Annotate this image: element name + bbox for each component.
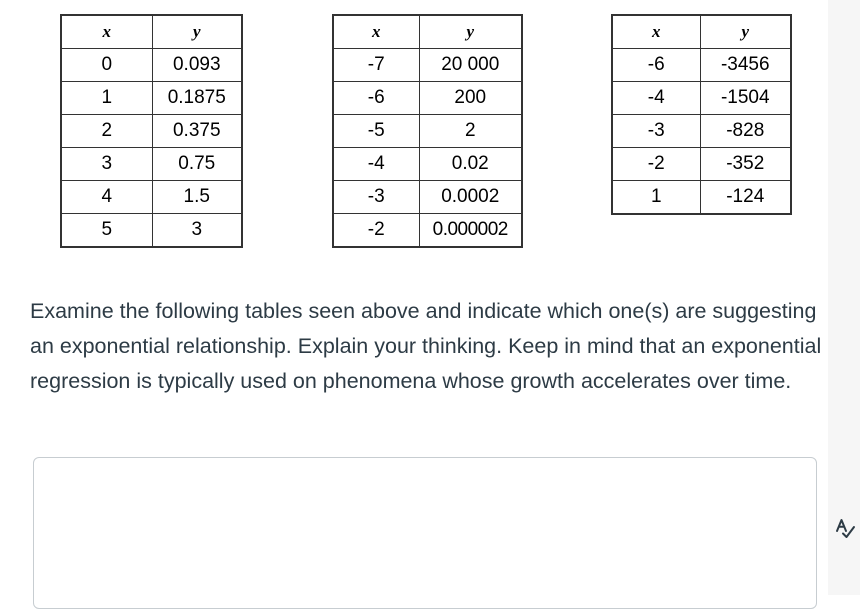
cell-x: 2 xyxy=(61,115,152,148)
cell-x: -4 xyxy=(612,82,700,115)
table-row xyxy=(333,214,522,248)
cell-y: -828 xyxy=(700,115,791,148)
column-header-y: y xyxy=(419,15,522,49)
table-row xyxy=(612,115,791,148)
cell-x: 3 xyxy=(61,148,152,181)
column-header-y: y xyxy=(700,15,791,49)
cell-x: -4 xyxy=(333,148,419,181)
cell-x: -3 xyxy=(612,115,700,148)
cell-y: -124 xyxy=(700,181,791,215)
cell-x: 5 xyxy=(61,214,152,248)
spellcheck-icon-graphic xyxy=(834,518,856,540)
cell-x: -6 xyxy=(333,82,419,115)
cell-y: 0.375 xyxy=(152,115,242,148)
cell-x: -3 xyxy=(333,181,419,214)
table-row xyxy=(333,115,522,148)
cell-x: -7 xyxy=(333,49,419,82)
table-header-row xyxy=(612,15,791,49)
data-table-2 xyxy=(332,14,523,248)
cell-x: 1 xyxy=(612,181,700,215)
table-row xyxy=(612,82,791,115)
cell-x: -2 xyxy=(612,148,700,181)
cell-x: -5 xyxy=(333,115,419,148)
cell-y: -3456 xyxy=(700,49,791,82)
table-header-row xyxy=(61,15,242,49)
question-text: Examine the following tables seen above and indicate which one(s) are suggesting an exponential relationship. Explain your thinking. Keep in mind that an exponential regression is typically used on phenomena whose growth accelerates over time. xyxy=(30,299,822,393)
cell-y: 1.5 xyxy=(152,181,242,214)
table-row xyxy=(61,181,242,214)
cell-x: -2 xyxy=(333,214,419,248)
cell-y: 0.093 xyxy=(152,49,242,82)
cell-x: -6 xyxy=(612,49,700,82)
table-row xyxy=(333,148,522,181)
column-header-y: y xyxy=(152,15,242,49)
cell-y: 0.02 xyxy=(419,148,522,181)
data-table-3 xyxy=(611,14,792,215)
cell-x: 0 xyxy=(61,49,152,82)
cell-y: 0.000002 xyxy=(419,214,522,248)
cell-y: 20 000 xyxy=(419,49,522,82)
table-row xyxy=(61,115,242,148)
cell-y: 0.0002 xyxy=(419,181,522,214)
cell-y: 0.1875 xyxy=(152,82,242,115)
table-row xyxy=(612,49,791,82)
cell-x: 1 xyxy=(61,82,152,115)
table-row xyxy=(61,214,242,248)
cell-y: -352 xyxy=(700,148,791,181)
table-row xyxy=(333,82,522,115)
table-row xyxy=(333,49,522,82)
table-row xyxy=(61,49,242,82)
cell-y: -1504 xyxy=(700,82,791,115)
spellcheck-icon[interactable] xyxy=(834,518,856,540)
table-row xyxy=(61,82,242,115)
column-header-x: x xyxy=(333,15,419,49)
answer-text-area[interactable] xyxy=(33,457,817,609)
cell-x: 4 xyxy=(61,181,152,214)
table-row xyxy=(612,181,791,215)
cell-y: 3 xyxy=(152,214,242,248)
table-row xyxy=(333,181,522,214)
cell-y: 0.75 xyxy=(152,148,242,181)
table-row xyxy=(612,148,791,181)
table-row xyxy=(61,148,242,181)
cell-y: 200 xyxy=(419,82,522,115)
data-table-1 xyxy=(60,14,243,248)
column-header-x: x xyxy=(612,15,700,49)
cell-y: 2 xyxy=(419,115,522,148)
column-header-x: x xyxy=(61,15,152,49)
table-header-row xyxy=(333,15,522,49)
